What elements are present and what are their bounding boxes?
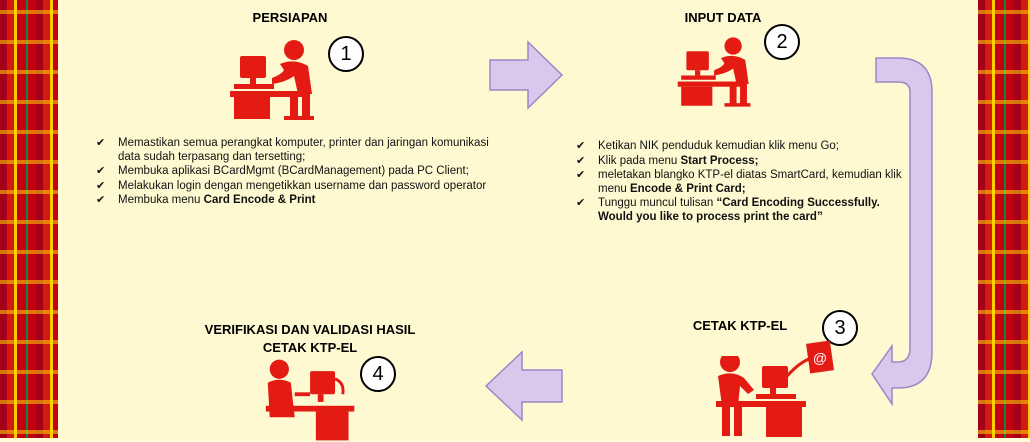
list-item: ✔ Ketikan NIK penduduk kemudian klik menu Go; [576,140,839,152]
step2-number: 2 [764,24,800,60]
check-icon: ✔ [576,154,586,167]
arrow-right-icon [488,40,564,110]
list-item: ✔ meletakan blangko KTP-el diatas SmartCard, kemudian klik menu Encode & Print Card; [576,169,902,195]
step3-title: CETAK KTP-EL [692,318,788,333]
computer-user-icon [712,356,816,440]
list-item: ✔ Melakukan login dengan mengetikkan username dan password operator [96,179,487,192]
arrow-curved-down-icon [870,52,940,412]
list-item: ✔ Membuka aplikasi BCardMgmt (BCardManagement) pada PC Client; [96,165,469,177]
check-icon: ✔ [576,197,586,209]
step4-title-line2: CETAK KTP-EL [262,340,358,355]
step4-title-line1: VERIFIKASI DAN VALIDASI HASIL [204,322,416,337]
decorative-border-right [978,0,1030,438]
check-icon: ✔ [96,165,106,177]
list-item: ✔ Klik pada menu Start Process; [576,154,759,167]
list-item: ✔ Tunggu muncul tulisan “Card Encoding Successfully. Would you like to process print the card” [576,197,880,223]
step3-number: 3 [822,310,858,346]
check-icon: ✔ [96,137,106,149]
computer-user-icon [262,358,362,442]
list-item: ✔ Memastikan semua perangkat komputer, printer dan jaringan komunikasi data sudah terpasang dan tersetting; [96,137,489,163]
computer-user-icon [228,38,332,122]
step1-list [96,137,496,209]
arrow-left-icon [484,350,564,422]
step1-title: PERSIAPAN [252,10,328,25]
check-icon: ✔ [96,179,106,192]
computer-user-icon [676,30,766,114]
decorative-border-left [0,0,58,438]
check-icon: ✔ [96,194,106,206]
list-item: ✔ Membuka menu Card Encode & Print [96,194,316,206]
step2-list [576,140,906,225]
check-icon: ✔ [576,169,586,181]
step4-number: 4 [360,356,396,392]
step1-number: 1 [328,36,364,72]
step2-title: INPUT DATA [684,10,762,25]
check-icon: ✔ [576,140,586,152]
email-symbol: @ [812,350,828,366]
